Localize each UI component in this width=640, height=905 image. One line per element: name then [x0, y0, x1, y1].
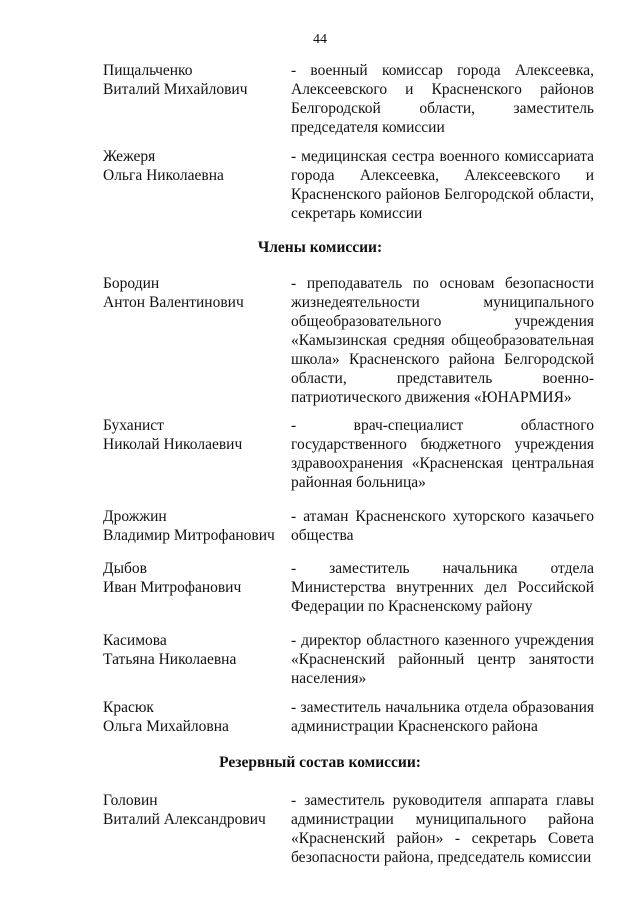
- person-name: Дрожжин Владимир Митрофанович: [103, 508, 275, 544]
- person-name: Пищальченко Виталий Михайлович: [103, 62, 248, 98]
- person-name: Красюк Ольга Михайловна: [103, 699, 229, 735]
- person-role: - атаман Красненского хуторского казачьего общества: [291, 508, 594, 544]
- person-name: Буханист Николай Николаевич: [103, 417, 243, 453]
- person-role: - заместитель руководителя аппарата главы администрации муниципального района «Красненский район» - секретарь Совета безопасности района, председатель комиссии: [291, 792, 594, 866]
- person-role: - медицинская сестра военного комиссариата города Алексеевка, Алексеевского и Красненского районов Белгородской области, секретарь комиссии: [291, 148, 594, 222]
- person-name: Бородин Антон Валентинович: [103, 275, 244, 311]
- person-name: Касимова Татьяна Николаевна: [103, 632, 237, 668]
- person-role: - преподаватель по основам безопасности жизнедеятельности муниципального общеобразовательного учреждения «Камызинская средняя общеобразовательная школа» Красненского района Белгородской области, представитель военно-патриотического движения «ЮНАРМИЯ»: [291, 275, 594, 406]
- person-name: Жежеря Ольга Николаевна: [103, 148, 224, 184]
- person-name: Головин Виталий Александрович: [103, 792, 266, 828]
- person-name: Дыбов Иван Митрофанович: [103, 560, 242, 596]
- page-number: 44: [313, 32, 327, 47]
- reserve-heading: Резервный состав комиссии:: [219, 754, 421, 771]
- person-role: - заместитель начальника отдела Министерства внутренних дел Российской Федерации по Красненскому району: [291, 560, 594, 615]
- person-role: - директор областного казенного учреждения «Красненский районный центр занятости населения»: [291, 632, 594, 687]
- person-role: - заместитель начальника отдела образования администрации Красненского района: [291, 699, 594, 735]
- person-role: - военный комиссар города Алексеевка, Алексеевского и Красненского районов Белгородской области, заместитель председателя комиссии: [291, 62, 594, 136]
- person-role: - врач-специалист областного государственного бюджетного учреждения здравоохранения «Красненская центральная районная больница»: [291, 417, 594, 491]
- members-heading: Члены комиссии:: [257, 239, 383, 256]
